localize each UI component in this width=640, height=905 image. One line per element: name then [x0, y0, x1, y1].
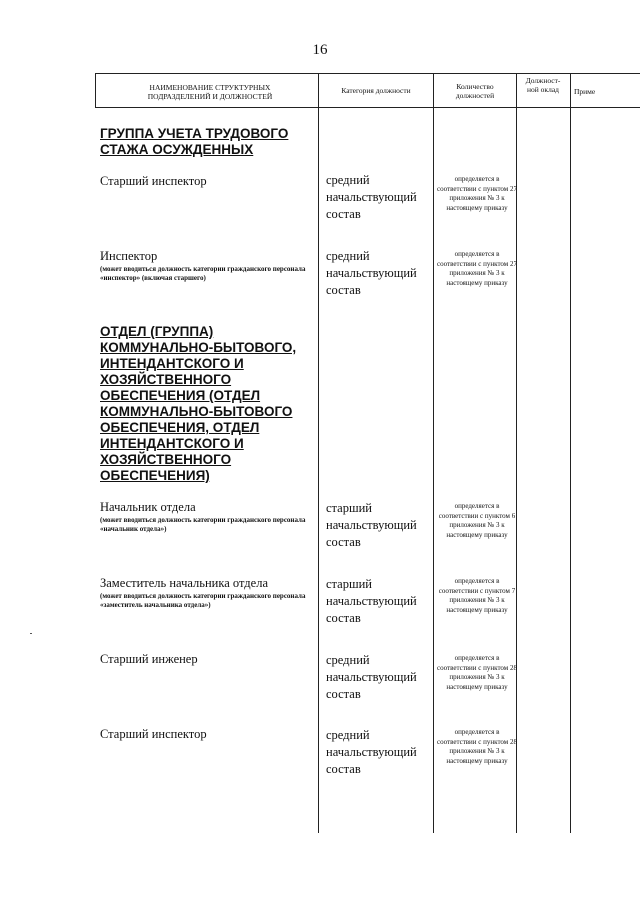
position-category: средний начальствующий состав	[326, 728, 417, 776]
position-quantity: определяется в соответствии с пунктом 28 приложения № 3 к настоящему приказу	[437, 728, 517, 765]
header-salary-column: Должност-ной оклад	[525, 76, 561, 94]
col-divider-category	[318, 73, 319, 833]
position-note: (может вводиться должность категории гражданского персонала «инспектор» (включая старшего)	[100, 265, 306, 282]
position-name: Инспектор	[100, 249, 158, 263]
section-title: ГРУППА УЧЕТА ТРУДОВОГО СТАЖА ОСУЖДЕННЫХ	[100, 126, 289, 157]
position-name: Начальник отдела	[100, 500, 196, 514]
table-left-border	[95, 73, 96, 108]
position-category: старший начальствующий состав	[326, 577, 417, 625]
position-category: средний начальствующий состав	[326, 249, 417, 297]
section-title: ОТДЕЛ (ГРУППА) КОММУНАЛЬНО-БЫТОВОГО, ИНТЕНДАНТСКОГО И ХОЗЯЙСТВЕННОГО ОБЕСПЕЧЕНИЯ (ОТДЕЛ КОММУНАЛЬНО-БЫТОВОГО ОБЕСПЕЧЕНИЯ, ОТДЕЛ ИНТЕНДАНТСКОГО И ХОЗЯЙСТВЕННОГО ОБЕСПЕЧЕНИЯ)	[100, 324, 297, 483]
header-quantity-column: Количество должностей	[455, 82, 495, 100]
position-name: Заместитель начальника отдела	[100, 576, 268, 590]
col-divider-quantity	[433, 73, 434, 833]
col-divider-note	[570, 73, 571, 833]
position-category: старший начальствующий состав	[326, 501, 417, 549]
position-name: Старший инспектор	[100, 174, 207, 188]
header-name-column: НАИМЕНОВАНИЕ СТРУКТУРНЫХ ПОДРАЗДЕЛЕНИЙ И ДОЛЖНОСТЕЙ	[147, 83, 273, 101]
position-quantity: определяется в соответствии с пунктом 28 приложения № 3 к настоящему приказу	[437, 654, 517, 691]
header-note-column: Приме	[574, 87, 596, 96]
position-category: средний начальствующий состав	[326, 653, 417, 701]
position-name: Старший инспектор	[100, 727, 207, 741]
position-note: (может вводиться должность категории гражданского персонала «заместитель начальника отдела»)	[100, 592, 306, 609]
position-quantity: определяется в соответствии с пунктом 7 приложения № 3 к настоящему приказу	[438, 577, 516, 614]
position-quantity: определяется в соответствии с пунктом 27 приложения № 3 к настоящему приказу	[437, 250, 517, 287]
position-name: Старший инженер	[100, 652, 198, 666]
position-category: средний начальствующий состав	[326, 173, 417, 221]
table-header-bottom-border	[95, 107, 640, 108]
scan-artifact	[30, 633, 32, 634]
position-note: (может вводиться должность категории гражданского персонала «начальник отдела»)	[100, 516, 306, 533]
position-quantity: определяется в соответствии с пунктом 6 приложения № 3 к настоящему приказу	[438, 502, 516, 539]
table-top-border	[95, 73, 640, 74]
page-number: 16	[312, 42, 328, 58]
position-quantity: определяется в соответствии с пунктом 27 приложения № 3 к настоящему приказу	[437, 175, 517, 212]
header-category-column: Категория должности	[341, 86, 411, 95]
